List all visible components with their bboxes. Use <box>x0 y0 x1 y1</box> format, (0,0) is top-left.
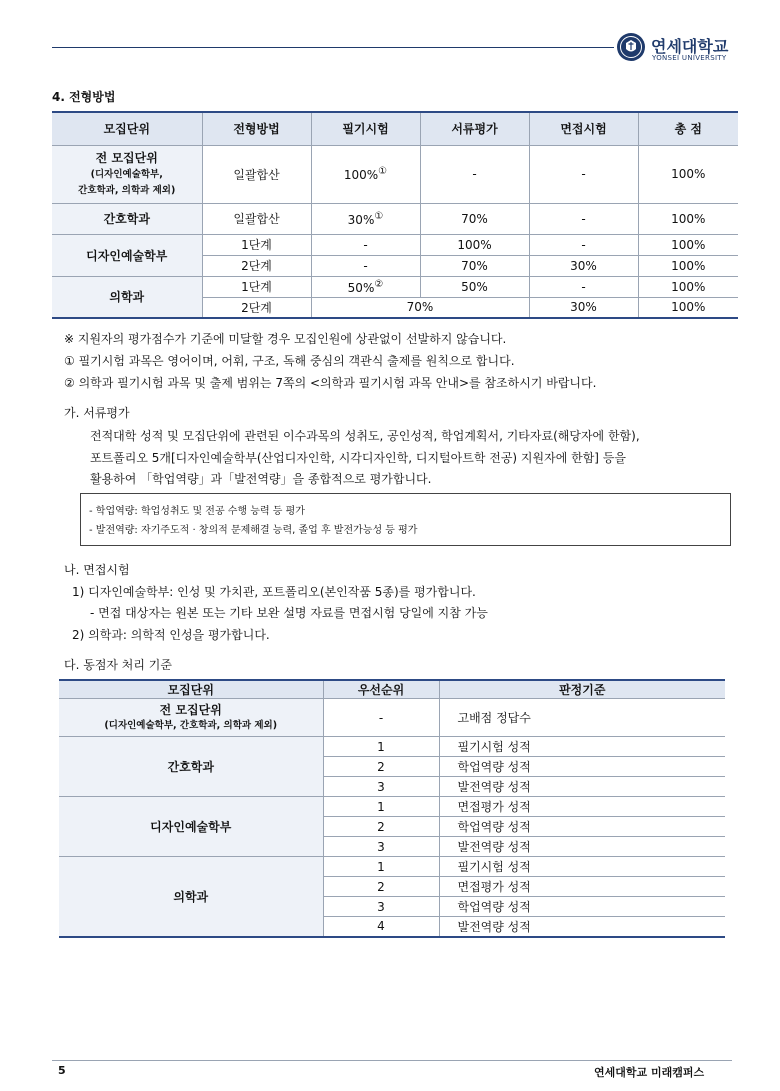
unit-name: 전 모집단위 <box>95 151 158 165</box>
page-number: 5 <box>58 1064 66 1077</box>
unit-cell: 간호학과 <box>52 203 202 234</box>
rank-cell: 1 <box>323 797 439 817</box>
note-line: ② 의학과 필기시험 과목 및 출제 범위는 7쪽의 <의학과 필기시험 과목 안내>를 참조하시기 바랍니다. <box>64 376 597 390</box>
header-cell: 총 점 <box>638 112 738 145</box>
criteria-cell: 필기시험 성적 <box>439 857 725 877</box>
written-cell <box>311 276 420 297</box>
paragraph-line: - 면접 대상자는 원본 또는 기타 보완 설명 자료를 면접시험 당일에 지참 가능 <box>90 606 488 620</box>
interview-cell: - <box>529 276 638 297</box>
method-cell: 일괄합산 <box>202 203 311 234</box>
doc-cell: 70% <box>420 203 529 234</box>
unit-cell: 간호학과 <box>59 737 323 797</box>
written-value: 100% <box>343 168 379 182</box>
box-line: - 발전역량: 자기주도적 · 창의적 문제해결 능력, 졸업 후 발전가능성 등 평가 <box>89 525 418 536</box>
subsection-title: 나. 면접시험 <box>64 563 130 577</box>
written-value: 30% <box>347 212 375 227</box>
written-cell: - <box>311 255 420 276</box>
header-cell: 판정기준 <box>439 680 725 699</box>
paragraph-line: 전적대학 성적 및 모집단위에 관련된 이수과목의 성취도, 공인성적, 학업계획서, 기타자료(해당자에 한함), <box>90 429 640 443</box>
tie-break-table <box>59 679 725 938</box>
header-rule <box>52 47 614 48</box>
interview-cell: 30% <box>529 297 638 318</box>
criteria-cell: 학업역량 성적 <box>439 897 725 917</box>
criteria-cell: 학업역량 성적 <box>439 757 725 777</box>
unit-cell: 의학과 <box>59 857 323 937</box>
rank-cell: 1 <box>323 737 439 757</box>
unit-cell: 디자인예술학부 <box>52 234 202 276</box>
unit-note: (디자인예술학부, 간호학과, 의학과 제외) <box>104 719 278 731</box>
box-line: - 학업역량: 학업성취도 및 전공 수행 능력 등 평가 <box>89 506 305 517</box>
rank-cell: 3 <box>323 897 439 917</box>
logo-text-korean: 연세대학교 <box>651 37 729 56</box>
evaluation-method-table <box>52 111 738 319</box>
footnote-mark: ① <box>374 210 384 222</box>
merged-cell: 70% <box>311 297 529 318</box>
written-value: 50% <box>347 280 375 295</box>
header-cell: 면접시험 <box>529 112 638 145</box>
table-header-row <box>52 112 738 145</box>
unit-cell: 의학과 <box>52 276 202 318</box>
table-row <box>59 699 725 737</box>
doc-cell: 50% <box>420 276 529 297</box>
method-cell: 2단계 <box>202 255 311 276</box>
method-cell: 2단계 <box>202 297 311 318</box>
written-cell: - <box>311 234 420 255</box>
section-title: 4. 전형방법 <box>52 90 116 104</box>
rank-cell: 4 <box>323 917 439 937</box>
doc-cell: 70% <box>420 255 529 276</box>
university-seal-icon <box>616 32 646 62</box>
unit-cell: 디자인예술학부 <box>59 797 323 857</box>
rank-cell: 2 <box>323 757 439 777</box>
unit-note: 간호학과, 의학과 제외) <box>78 185 176 196</box>
paragraph-line: 1) 디자인예술학부: 인성 및 가치관, 포트폴리오(본인작품 5종)를 평가합니다. <box>72 585 476 599</box>
subsection-title: 다. 동점자 처리 기준 <box>64 658 172 672</box>
criteria-cell: 면접평가 성적 <box>439 877 725 897</box>
header-cell: 모집단위 <box>59 680 323 699</box>
total-cell: 100% <box>638 276 738 297</box>
criteria-cell: 발전역량 성적 <box>439 837 725 857</box>
footer-rule <box>52 1060 732 1061</box>
method-cell: 1단계 <box>202 234 311 255</box>
table-header-row <box>59 680 725 699</box>
method-cell: 일괄합산 <box>202 145 311 203</box>
unit-cell <box>52 145 202 203</box>
total-cell: 100% <box>638 234 738 255</box>
criteria-cell: 학업역량 성적 <box>439 817 725 837</box>
table-row <box>59 797 725 817</box>
subsection-title: 가. 서류평가 <box>64 406 130 420</box>
criteria-cell: 면접평가 성적 <box>439 797 725 817</box>
note-line: ① 필기시험 과목은 영어이며, 어휘, 구조, 독해 중심의 객관식 출제를 원칙으로 합니다. <box>64 354 515 368</box>
interview-cell: 30% <box>529 255 638 276</box>
rank-cell: 1 <box>323 857 439 877</box>
paragraph-line: 2) 의학과: 의학적 인성을 평가합니다. <box>72 628 270 642</box>
paragraph-line: 활용하여 「학업역량」과「발전역량」을 종합적으로 평가합니다. <box>90 472 432 486</box>
criteria-cell: 고배점 정답수 <box>439 699 725 737</box>
doc-cell: - <box>420 145 529 203</box>
total-cell: 100% <box>638 297 738 318</box>
header-cell: 필기시험 <box>311 112 420 145</box>
note-line: ※ 지원자의 평가점수가 기준에 미달할 경우 모집인원에 상관없이 선발하지 않습니다. <box>64 332 507 346</box>
header-cell: 전형방법 <box>202 112 311 145</box>
header-cell: 우선순위 <box>323 680 439 699</box>
criteria-cell: 발전역량 성적 <box>439 777 725 797</box>
rank-cell: 3 <box>323 777 439 797</box>
written-cell <box>311 145 420 203</box>
total-cell: 100% <box>638 145 738 203</box>
paragraph-line: 포트폴리오 5개[디자인예술학부(산업디자인학, 시각디자인학, 디지털아트학 전공) 지원자에 한함] 등을 <box>90 451 626 465</box>
interview-cell: - <box>529 145 638 203</box>
interview-cell: - <box>529 203 638 234</box>
unit-note: (디자인예술학부, <box>90 169 163 180</box>
header-cell: 서류평가 <box>420 112 529 145</box>
footnote-mark: ② <box>374 278 384 290</box>
unit-name: 전 모집단위 <box>159 702 222 717</box>
criteria-box <box>80 493 731 546</box>
doc-cell: 100% <box>420 234 529 255</box>
footnote-mark: ① <box>378 166 388 177</box>
written-cell <box>311 203 420 234</box>
total-cell: 100% <box>638 203 738 234</box>
rank-cell: 2 <box>323 877 439 897</box>
rank-cell: 3 <box>323 837 439 857</box>
logo-text-english: YONSEI UNIVERSITY <box>652 54 727 62</box>
table-row <box>59 737 725 757</box>
table-row <box>52 145 738 203</box>
footer-campus-name: 연세대학교 미래캠퍼스 <box>594 1066 705 1079</box>
header-cell: 모집단위 <box>52 112 202 145</box>
unit-cell <box>59 699 323 737</box>
criteria-cell: 발전역량 성적 <box>439 917 725 937</box>
table-row <box>52 234 738 255</box>
table-row <box>52 276 738 297</box>
method-cell: 1단계 <box>202 276 311 297</box>
rank-cell: 2 <box>323 817 439 837</box>
rank-cell: - <box>323 699 439 737</box>
criteria-cell: 필기시험 성적 <box>439 737 725 757</box>
interview-cell: - <box>529 234 638 255</box>
table-row <box>52 203 738 234</box>
total-cell: 100% <box>638 255 738 276</box>
table-row <box>59 857 725 877</box>
